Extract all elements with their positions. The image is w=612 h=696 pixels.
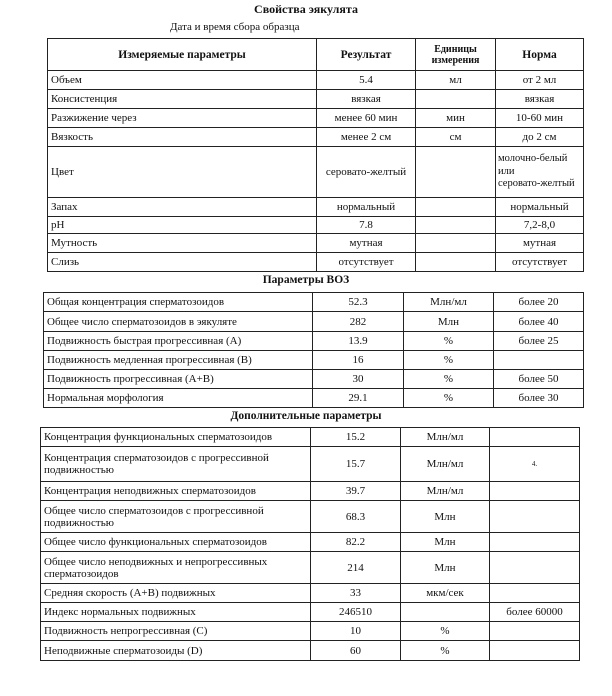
- result-cell: отсутствует: [317, 253, 416, 272]
- norm-cell: 10-60 мин: [496, 109, 584, 128]
- norm-line: молочно-белый: [498, 153, 568, 165]
- parameter-cell: Подвижность медленная прогрессивная (B): [44, 351, 313, 370]
- table-row: [48, 71, 584, 90]
- document-title: Свойства эякулята: [254, 2, 358, 16]
- norm-cell: нормальный: [496, 198, 584, 217]
- parameter-cell: Концентрация сперматозоидов с прогрессивной подвижностью: [41, 447, 311, 482]
- result-cell: 29.1: [313, 389, 404, 408]
- header-units: Единицы измерения: [416, 39, 496, 71]
- result-cell: 282: [313, 312, 404, 332]
- result-cell: серовато-желтый: [317, 147, 416, 198]
- table-row: [41, 622, 580, 641]
- who-section-title: Параметры ВОЗ: [262, 274, 350, 286]
- norm-cell: [490, 482, 580, 501]
- norm-cell: [490, 501, 580, 533]
- result-cell: 15.2: [311, 428, 401, 447]
- units-cell: Млн/мл: [401, 447, 490, 482]
- result-cell: 52.3: [313, 293, 404, 312]
- table-row: [41, 501, 580, 533]
- result-cell: 7.8: [317, 217, 416, 234]
- units-cell: Млн: [404, 312, 494, 332]
- result-cell: 39.7: [311, 482, 401, 501]
- result-cell: мутная: [317, 234, 416, 253]
- table-row: [41, 428, 580, 447]
- parameter-cell: Нормальная морфология: [44, 389, 313, 408]
- units-cell: [416, 234, 496, 253]
- table-row: [48, 217, 584, 234]
- parameter-cell: Консистенция: [48, 90, 317, 109]
- units-cell: %: [404, 351, 494, 370]
- result-cell: 82.2: [311, 533, 401, 552]
- parameter-cell: pH: [48, 217, 317, 234]
- units-cell: %: [401, 622, 490, 641]
- parameter-cell: Общее число сперматозоидов в эякуляте: [44, 312, 313, 332]
- norm-cell: отсутствует: [496, 253, 584, 272]
- norm-cell: более 50: [494, 370, 584, 389]
- norm-line: или: [498, 165, 515, 177]
- norm-cell: [490, 584, 580, 603]
- additional-parameters-table: [40, 427, 580, 661]
- result-cell: 5.4: [317, 71, 416, 90]
- norm-cell: более 25: [494, 332, 584, 351]
- units-cell: [416, 90, 496, 109]
- parameter-cell: Слизь: [48, 253, 317, 272]
- norm-cell: [490, 533, 580, 552]
- units-cell: Млн/мл: [404, 293, 494, 312]
- table-row: [48, 128, 584, 147]
- parameter-cell: Объем: [48, 71, 317, 90]
- table-row: [44, 312, 584, 332]
- table-row: [41, 482, 580, 501]
- parameter-cell: Неподвижные сперматозоиды (D): [41, 641, 311, 661]
- units-cell: Млн: [401, 501, 490, 533]
- table-row: [41, 552, 580, 584]
- parameter-cell: Индекс нормальных подвижных: [41, 603, 311, 622]
- norm-cell: более 20: [494, 293, 584, 312]
- norm-cell: более 30: [494, 389, 584, 408]
- header-parameter: Измеряемые параметры: [48, 39, 317, 71]
- units-cell: [416, 147, 496, 198]
- parameter-cell: Вязкость: [48, 128, 317, 147]
- table-row: [48, 109, 584, 128]
- parameter-cell: Общее число функциональных сперматозоидов: [41, 533, 311, 552]
- table-row: [41, 584, 580, 603]
- parameter-cell: Подвижность быстрая прогрессивная (A): [44, 332, 313, 351]
- norm-cell: от 2 мл: [496, 71, 584, 90]
- result-cell: 246510: [311, 603, 401, 622]
- result-cell: 68.3: [311, 501, 401, 533]
- norm-line: серовато-желтый: [498, 178, 575, 190]
- table-header-row: [48, 39, 584, 71]
- table-row: [44, 332, 584, 351]
- norm-cell: [490, 622, 580, 641]
- norm-cell: [490, 428, 580, 447]
- result-cell: нормальный: [317, 198, 416, 217]
- norm-cell: [496, 147, 584, 198]
- units-cell: %: [401, 641, 490, 661]
- table-row: [44, 370, 584, 389]
- norm-cell: 7,2-8,0: [496, 217, 584, 234]
- parameter-cell: Общее число сперматозоидов с прогрессивной подвижностью: [41, 501, 311, 533]
- parameter-cell: Концентрация неподвижных сперматозоидов: [41, 482, 311, 501]
- table-row: [48, 234, 584, 253]
- additional-section-title: Дополнительные параметры: [230, 410, 382, 422]
- units-cell: мкм/сек: [401, 584, 490, 603]
- units-cell: %: [404, 370, 494, 389]
- table-row: [41, 641, 580, 661]
- result-cell: 214: [311, 552, 401, 584]
- parameter-cell: Общая концентрация сперматозоидов: [44, 293, 313, 312]
- table-row: [41, 603, 580, 622]
- parameter-cell: Концентрация функциональных сперматозоидов: [41, 428, 311, 447]
- result-cell: 30: [313, 370, 404, 389]
- parameter-cell: Подвижность непрогрессивная (C): [41, 622, 311, 641]
- units-cell: мин: [416, 109, 496, 128]
- result-cell: 33: [311, 584, 401, 603]
- result-cell: менее 60 мин: [317, 109, 416, 128]
- parameter-cell: Запах: [48, 198, 317, 217]
- table-row: [44, 293, 584, 312]
- norm-cell: мутная: [496, 234, 584, 253]
- parameter-cell: Подвижность прогрессивная (A+B): [44, 370, 313, 389]
- norm-cell: [494, 351, 584, 370]
- table-row: [48, 147, 584, 198]
- header-norm: Норма: [496, 39, 584, 71]
- result-cell: 16: [313, 351, 404, 370]
- table-row: [44, 351, 584, 370]
- parameter-cell: Средняя скорость (A+B) подвижных: [41, 584, 311, 603]
- units-cell: [416, 253, 496, 272]
- table-row: [48, 253, 584, 272]
- table-row: [41, 447, 580, 482]
- result-cell: менее 2 см: [317, 128, 416, 147]
- norm-cell: более 60000: [490, 603, 580, 622]
- norm-cell: более 40: [494, 312, 584, 332]
- parameter-cell: Общее число неподвижных и непрогрессивных сперматозоидов: [41, 552, 311, 584]
- result-cell: 10: [311, 622, 401, 641]
- parameter-cell: Цвет: [48, 147, 317, 198]
- units-cell: мл: [416, 71, 496, 90]
- result-cell: 15.7: [311, 447, 401, 482]
- header-result: Результат: [317, 39, 416, 71]
- units-cell: Млн: [401, 552, 490, 584]
- norm-cell: [490, 552, 580, 584]
- units-cell: %: [404, 389, 494, 408]
- units-cell: [416, 217, 496, 234]
- norm-cell: вязкая: [496, 90, 584, 109]
- units-cell: %: [404, 332, 494, 351]
- table-row: [41, 533, 580, 552]
- who-parameters-table: [43, 292, 584, 408]
- table-row: [44, 389, 584, 408]
- sample-datetime-label: Дата и время сбора образца: [170, 21, 300, 33]
- norm-cell: до 2 см: [496, 128, 584, 147]
- units-cell: [401, 603, 490, 622]
- result-cell: вязкая: [317, 90, 416, 109]
- table-row: [48, 198, 584, 217]
- units-cell: [416, 198, 496, 217]
- result-cell: 60: [311, 641, 401, 661]
- norm-cell: [490, 641, 580, 661]
- units-cell: Млн/мл: [401, 428, 490, 447]
- norm-cell: 4.: [490, 447, 580, 482]
- units-cell: Млн/мл: [401, 482, 490, 501]
- units-cell: Млн: [401, 533, 490, 552]
- result-cell: 13.9: [313, 332, 404, 351]
- units-cell: см: [416, 128, 496, 147]
- parameter-cell: Разжижение через: [48, 109, 317, 128]
- table-row: [48, 90, 584, 109]
- properties-table: [47, 38, 584, 272]
- parameter-cell: Мутность: [48, 234, 317, 253]
